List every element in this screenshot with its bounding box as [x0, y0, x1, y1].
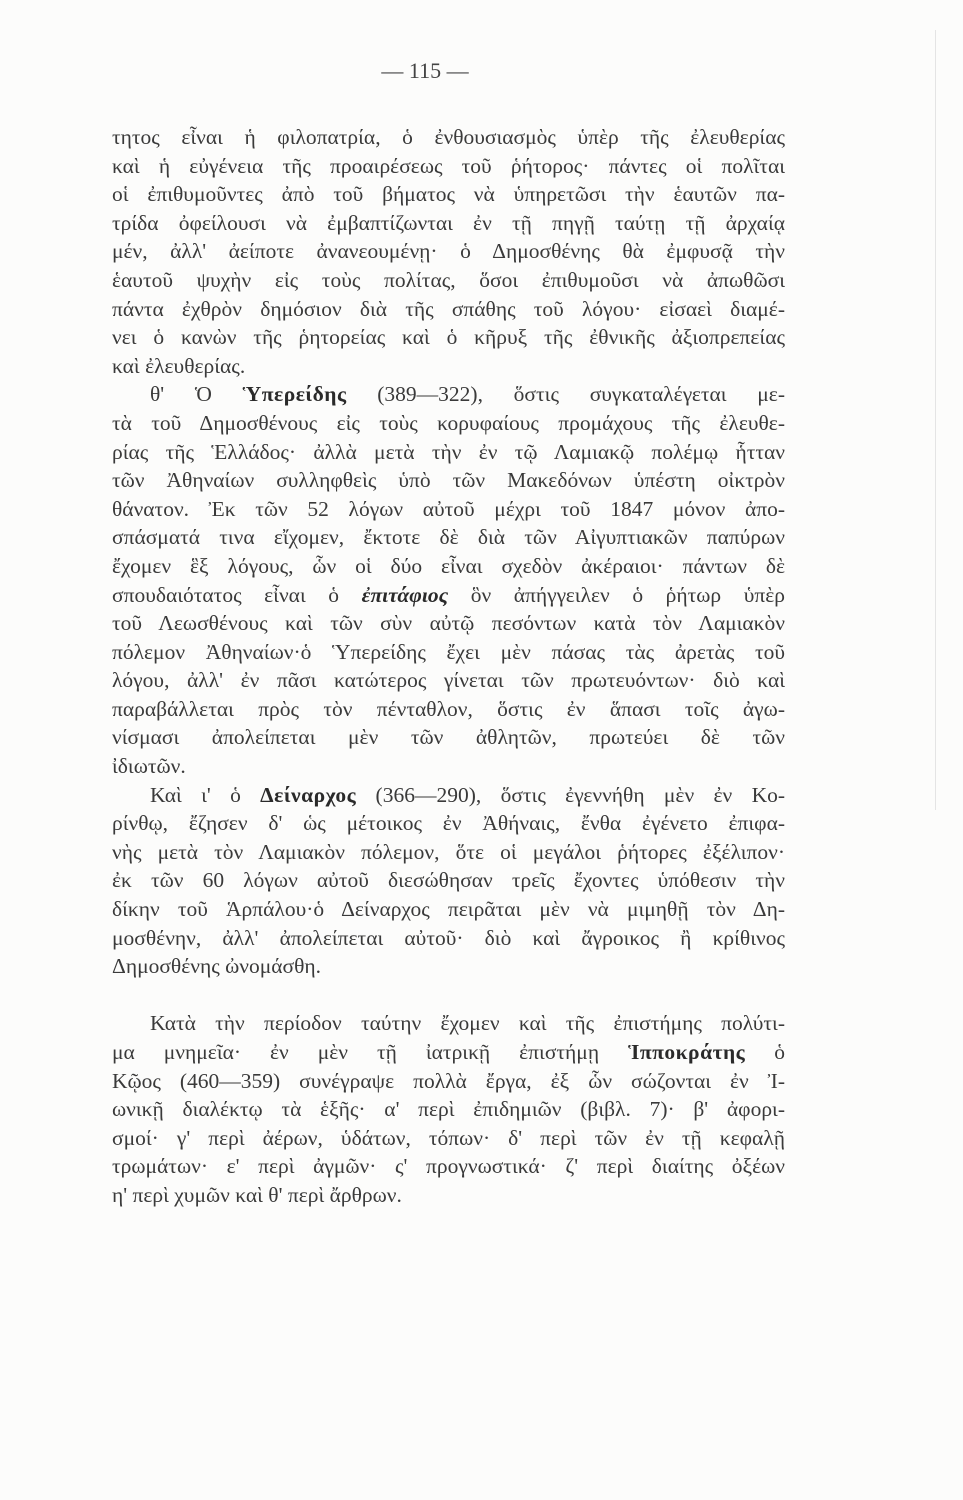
text-line: σπάσματά τινα εἴχομεν, ἔκτοτε δὲ διὰ τῶν Αἰγυπτιακῶν παπύρων — [112, 525, 785, 550]
emphasized-term: Ἱπποκράτης — [628, 1040, 746, 1064]
text-line: τῶν Ἀθηναίων συλληφθεὶς ὑπὸ τῶν Μακεδόνων ὑπέστη οἰκτρὸν — [112, 468, 785, 493]
emphasized-term: Ὑπερείδης — [242, 382, 347, 407]
text-line: τρίδα ὀφείλουσι νὰ ἐμβαπτίζωνται ἐν τῇ πηγῇ ταύτῃ τῇ ἀρχαίᾳ — [112, 210, 785, 235]
paragraph — [112, 781, 785, 981]
text-line: δίκην τοῦ Ἁρπάλου·ὁ Δείναρχος πειρᾶται μὲν νὰ μιμηθῇ τὸν Δη- — [112, 897, 785, 922]
line-text: (389—322), ὅστις συγκαταλέγεται με- — [346, 382, 785, 407]
line-text: (366—290), ὅστις ἐγεννήθη μὲν ἐν Κο- — [356, 782, 786, 807]
text-line: ἰδιωτῶν. — [112, 754, 186, 779]
text-line — [112, 380, 785, 409]
text-line: σμοί· γ' περὶ ἀέρων, ὑδάτων, τόπων· δ' περὶ τῶν ἐν τῇ κεφαλῇ — [112, 1125, 785, 1150]
line-text: μα μνημεῖα· ἐν μὲν τῇ ἰατρικῇ ἐπιστήμῃ — [112, 1040, 629, 1064]
paragraph — [112, 380, 785, 780]
text-line: λόγου, ἀλλ' ἐν πᾶσι κατώτερος γίνεται τῶν πρωτευόντων· διὸ καὶ — [112, 668, 785, 693]
text-line: καὶ ἐλευθερίας. — [112, 353, 246, 378]
text-line: θάνατον. Ἐκ τῶν 52 λόγων αὐτοῦ μέχρι τοῦ 1847 μόνον ἀπο- — [112, 496, 785, 521]
text-line: τρωμάτων· ε' περὶ ἀγμῶν· ς' προγνωστικά· ζ' περὶ διαίτης ὀξέων — [112, 1154, 785, 1179]
line-text: θ' Ὁ — [150, 382, 243, 407]
text-line: ρίας τῆς Ἑλλάδος· ἀλλὰ μετὰ τὴν ἐν τῷ Λαμιακῷ πολέμῳ ἧτταν — [112, 439, 785, 464]
text-line: η' περὶ χυμῶν καὶ θ' περὶ ἄρθρων. — [112, 1182, 402, 1207]
text-line: ωνικῇ διαλέκτῳ τὰ ἑξῆς· α' περὶ ἐπιδημιῶν (βιβλ. 7)· β' ἀφορι- — [112, 1097, 785, 1122]
text-line — [112, 581, 785, 610]
text-line: πόλεμον Ἀθηναίων·ὁ Ὑπερείδης ἔχει μὲν πάσας τὰς ἀρετὰς τοῦ — [112, 639, 785, 664]
text-line — [112, 1038, 785, 1067]
text-line: Κατὰ τὴν περίοδον ταύτην ἔχομεν καὶ τῆς ἐπιστήμης πολύτι- — [150, 1011, 785, 1036]
paragraph — [112, 123, 785, 380]
text-line — [112, 781, 785, 810]
text-line: ἐκ τῶν 60 λόγων αὐτοῦ διεσώθησαν τρεῖς ἔχοντες ὑπόθεσιν τὴν — [112, 868, 785, 893]
text-line: ἑαυτοῦ ψυχὴν εἰς τοὺς πολίτας, ὅσοι ἐπιθυμοῦσι νὰ ἀπωθῶσι — [112, 267, 785, 292]
text-line: Δημοσθένης ὠνομάσθη. — [112, 954, 322, 979]
body-text — [112, 123, 785, 1210]
text-line: οἱ ἐπιθυμοῦντες ἀπὸ τοῦ βήματος νὰ ὑπηρετῶσι τὴν ἑαυτῶν πα- — [112, 182, 785, 207]
scan-edge-line — [935, 30, 936, 810]
emphasized-term: Δείναρχος — [260, 782, 357, 807]
text-line: τητος εἶναι ἡ φιλοπατρία, ὁ ἐνθουσιασμὸς ὑπὲρ τῆς ἐλευθερίας — [112, 125, 785, 149]
text-line: νει ὁ κανὼν τῆς ῥητορείας καὶ ὁ κῆρυξ τῆς ἐθνικῆς ἀξιοπρεπείας — [112, 325, 785, 350]
line-text: ὁ — [745, 1040, 786, 1064]
paragraph-gap — [112, 981, 785, 1010]
text-line: μέν, ἀλλ' ἀείποτε ἀνανεουμένῃ· ὁ Δημοσθένης θὰ ἐμφυσᾷ τὴν — [112, 239, 785, 264]
text-line: καὶ ἡ εὐγένεια τῆς προαιρέσεως τοῦ ῥήτορος· πάντες οἱ πολῖται — [112, 153, 785, 178]
text-line: Κῷος (460—359) συνέγραψε πολλὰ ἔργα, ἐξ ὧν σώζονται ἐν Ἰ- — [112, 1068, 785, 1093]
text-line: ἔχομεν ἓξ λόγους, ὧν οἱ δύο εἶναι σχεδὸν ἀκέραιοι· πάντων δὲ — [112, 553, 785, 578]
line-text: Καὶ ι' ὁ — [150, 782, 261, 807]
text-line: μοσθένην, ἀλλ' ἀπολείπεται αὐτοῦ· διὸ καὶ ἄγροικος ἢ κρίθινος — [112, 925, 785, 950]
text-line: τοῦ Λεωσθένους καὶ τῶν σὺν αὐτῷ πεσόντων κατὰ τὸν Λαμιακὸν — [112, 611, 785, 636]
paragraph — [112, 1009, 785, 1209]
text-line: νὴς μετὰ τὸν Λαμιακὸν πόλεμον, ὅτε οἱ μεγάλοι ῥήτορες ἐξέλιπον· — [112, 839, 785, 864]
emphasized-term: ἐπιτάφιος — [361, 582, 449, 607]
line-text: ὃν ἀπήγγειλεν ὁ ῥήτωρ ὑπὲρ — [448, 582, 785, 607]
line-text: σπουδαιότατος εἶναι ὁ — [112, 582, 362, 607]
text-line: ρίνθῳ, ἔζησεν δ' ὡς μέτοικος ἐν Ἀθήναις, ἔνθα ἐγένετο ἐπιφα- — [112, 811, 785, 836]
text-line: παραβάλλεται πρὸς τὸν πένταθλον, ὅστις ἐν ἅπασι τοῖς ἀγω- — [112, 696, 785, 721]
page-number: — 115 — — [381, 58, 469, 83]
text-line: πάντα ἐχθρὸν δημόσιον διὰ τῆς σπάθης τοῦ λόγου· εἰσαεὶ διαμέ- — [112, 296, 785, 321]
text-line: τὰ τοῦ Δημοσθένους εἰς τοὺς κορυφαίους προμάχους τῆς ἐλευθε- — [112, 410, 785, 435]
text-line: νίσμασι ἀπολείπεται μὲν τῶν ἀθλητῶν, πρωτεύει δὲ τῶν — [112, 725, 785, 750]
